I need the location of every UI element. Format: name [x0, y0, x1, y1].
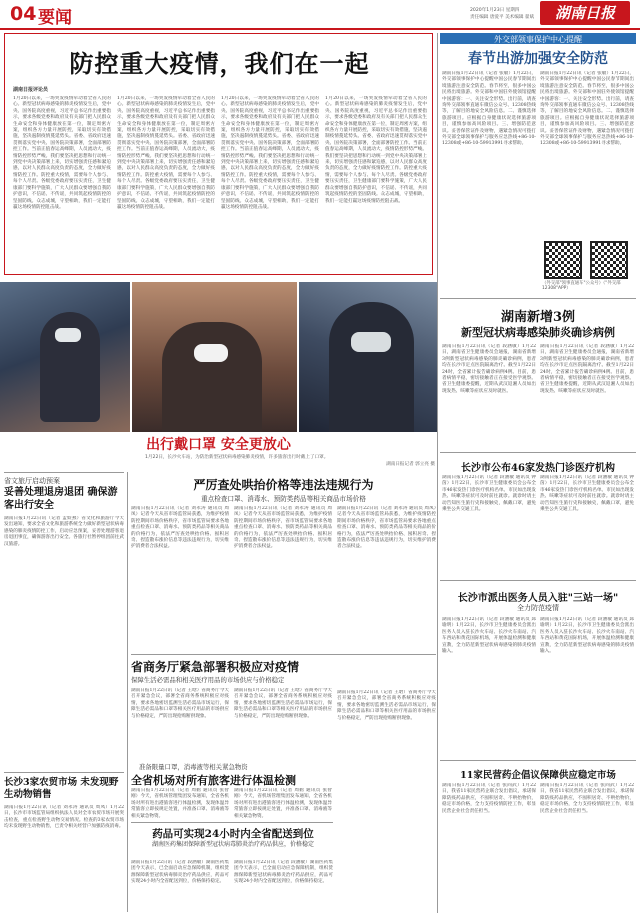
price-body-col-2: 湖南日报1月22日讯（记者 刘永涛 通讯员 周凤）记者今天从省市场监管局获悉，为维护疫情防控期间市场价格秩序，省市场监管局要求各地重点检查口罩、消毒水、预防类药品等相关商品的价格行为，依法严厉查处哄抬价格、囤积居奇、捏造散布涨价信息等违法违规行为，切实维护消费者合法权益。 — [234, 506, 332, 550]
staff-body-col-2: 湖南日报1月22日讯（记者 段涵敏 通讯员 邱瑜明）1月22日，长沙市卫生健康委员会派出医务人员入驻长沙火车站、长沙火车南站、汽车西站和黄花国际机场，开展体温检测和健康宣教，全力防范新型冠状病毒感染的肺炎疫情输入。 — [540, 617, 634, 655]
photo-left — [0, 282, 130, 432]
photo-credit: 湖南日报记者 郭立亮 摄 — [386, 462, 435, 467]
masthead-rule — [0, 28, 640, 30]
lead-body-col-1: 1月20日以来，一场突发疫情牵动着全省人民的心。新型冠状病毒感染的肺炎疫情发生后，党中央、国务院高度重视，习近平总书记作出重要指示，要求各级党委和政府及有关部门把人民群众生命安全和身体健康放在第一位，制定周密方案，组织各方力量开展防控，采取切实有效措施，坚决遏制疫情蔓延势头。省委、省政府迅速贯彻落实党中央、国务院决策部署，全面部署防控工作。当前正值春运高峰期，人员流动大，疫情防控形势严峻。我们要坚决把思想和行动统一到党中央决策部署上来，切实增强责任感和紧迫感，以对人民群众高度负责的态度，全力做好疫情防控工作。防控重大疫情，需要每个人参与、每个人尽责。各级党委政府要压实责任，卫生健康部门要科学施策，广大人民群众要增强自我防护意识，不信谣、不传谣，共同筑起疫情防控的坚固防线。众志成城，守望相助，我们一定能打赢这场疫情防控阻击战。 — [13, 96, 111, 210]
pharma-body-col-1: 湖南日报1月22日讯（记者 张尚武）1月22日，我省11家民营药企联合发出倡议，承诺保障防疫药品供应，不囤积居奇、不哄抬物价，稳定市场价格，全力支持疫情防控工作，彰显民营企业社会责任担当。 — [442, 783, 536, 814]
qr-code-1 — [544, 241, 582, 279]
divider-left-mid — [4, 772, 124, 773]
tourism-headline: 妥善处理退房退团 确保游客出行安全 — [4, 487, 118, 511]
tourism-article — [4, 474, 124, 772]
divider-mid-2 — [131, 822, 333, 823]
section-title: 要闻 — [38, 8, 72, 28]
divider-right-top — [440, 298, 636, 299]
divider-mid-1 — [131, 654, 436, 655]
mid-right-column-text: 湖南日报1月22日讯（记者 王晗）省商务厅今天召开紧急会议，部署全省商务系统积极应对疫情，要求各地密切监测生活必需品市场运行，保障生活必需品和口罩等相关医疗用品的市场供应与价格稳定，严防出现抢购断供现象。 — [337, 690, 436, 721]
medical-staff-article — [440, 583, 636, 759]
traveler-figure — [162, 322, 262, 432]
price-body-col-1: 湖南日报1月22日讯（记者 刘永涛 通讯员 周凤）记者今天从省市场监管局获悉，为维护疫情防控期间市场价格秩序，省市场监管局要求各地重点检查口罩、消毒水、预防类药品等相关商品的价格行为，依法严厉查处哄抬价格、囤积居奇、捏造散布涨价信息等违法违规行为，切实维护消费者合法权益。 — [131, 506, 229, 550]
divider-fever — [440, 580, 636, 581]
date-line: 2020年1月23日 星期四 — [470, 8, 520, 13]
fever-clinics-article — [440, 455, 636, 580]
divider-left-top — [4, 472, 124, 473]
price-body-col-3: 湖南日报1月22日讯（记者 刘永涛 通讯员 周凤）记者今天从省市场监管局获悉，为维护疫情防控期间市场价格秩序，省市场监管局要求各地重点检查口罩、消毒水、预防类药品等相关商品的价格行为，依法严厉查处哄抬价格、囤积居奇、捏造散布涨价信息等违法违规行为，切实维护消费者合法权益。 — [337, 506, 436, 550]
price-headline: 严厉查处哄抬价格等违法违规行为 — [193, 478, 374, 492]
fever-headline: 长沙市公布46家发热门诊医疗机构 — [461, 463, 615, 474]
tourism-body: 湖南日报1月22日讯（记者 孟姣燕）省文化和旅游厅今天发出通知，要求全省文化和旅游系统全力做好新型冠状病毒感染的肺炎疫情防控工作，启动应急预案，妥善处理游客退房退团事宜，确保游客出行安全。各旅行社暂停组团前往武汉旅游。 — [4, 516, 124, 547]
pharma-headline: 11家民营药企倡议保障供应稳定市场 — [460, 770, 616, 781]
airport-label: 准备限量口罩，消毒液等相关紧急物资 — [139, 763, 248, 771]
staff-subhead: 全力防范疫情 — [517, 604, 559, 612]
market-article — [4, 775, 124, 913]
travel-headline: 春节出游加强安全防范 — [468, 51, 608, 67]
photo-center — [132, 282, 297, 432]
fever-body-col-2: 湖南日报1月22日讯（记者 段涵敏 通讯员 钟茵）1月22日，长沙市卫生健康委员会公布全市46家发热门诊医疗机构名单。市民如出现发热、咳嗽等症状可及时前往就诊。就诊时请主动告知医生旅行史和接触史，佩戴口罩，避免乘坐公共交通工具。 — [540, 475, 634, 513]
divider-staff — [440, 760, 636, 761]
new-cases-body-col-1: 湖南日报1月22日讯（记者 段涵敏）1月22日，湖南省卫生健康委员会通报，湖南省新增3例新型冠状病毒感染的肺炎确诊病例，患者均在长沙市定点医院隔离治疗。截至1月22日24时，全省累计报告确诊病例4例。目前，患者病情平稳，密切接触者正在接受医学观察。省卫生健康委提醒，近期从武汉返湘人员如出现发热、咳嗽等症状应及时就医。 — [442, 344, 536, 394]
lead-byline: 湖南日报评论员 — [13, 87, 49, 93]
masthead — [0, 0, 640, 26]
drug-headline: 药品可实现24小时内全省配送到位 — [152, 828, 314, 840]
market-body: 湖南日报1月22日讯（记者 刘永涛 通讯员 周凤）1月22日，长沙市市场监管局组织执法人员对全市农贸市场开展突击检查，重点检查野生动物交易情况。检查的3家农贸市场均未发现野生动物销售，已责令相关经营户加强防疫消毒。 — [4, 805, 124, 830]
staff-headline: 长沙市派出医务人员入驻"三站一场" — [457, 593, 619, 604]
photo-right — [299, 282, 437, 432]
tourism-label: 省文旅厅启动预案 — [4, 477, 60, 485]
commerce-body-col-2: 湖南日报1月22日讯（记者 王晗）省商务厅今天召开紧急会议，部署全省商务系统积极应对疫情，要求各地密切监测生活必需品市场运行，保障生活必需品和口罩等相关医疗用品的市场供应与价格稳定，严防出现抢购断供现象。 — [234, 688, 332, 719]
drug-body-col-1: 湖南日报1月22日讯（记者 段涵敏）湖南医药集团今天表示，已全面启动应急保障机制，组织货源保障新型冠状病毒肺炎治疗药品供应，药品可实现24小时内全省配送到位，价格保持稳定。 — [131, 860, 229, 885]
lead-article-box — [4, 33, 433, 275]
market-headline: 长沙3家农贸市场 未发现野生动物销售 — [4, 777, 119, 800]
price-article — [131, 474, 436, 654]
pharma-body-col-2: 湖南日报1月22日讯（记者 张尚武）1月22日，我省11家民营药企联合发出倡议，承诺保障防疫药品供应，不囤积居奇、不哄抬物价，稳定市场价格，全力支持疫情防控工作，彰显民营企业社会责任担当。 — [540, 783, 634, 814]
lead-body-col-3: 1月20日以来，一场突发疫情牵动着全省人民的心。新型冠状病毒感染的肺炎疫情发生后，党中央、国务院高度重视，习近平总书记作出重要指示，要求各级党委和政府及有关部门把人民群众生命安全和身体健康放在第一位，制定周密方案，组织各方力量开展防控，采取切实有效措施，坚决遏制疫情蔓延势头。省委、省政府迅速贯彻落实党中央、国务院决策部署，全面部署防控工作。当前正值春运高峰期，人员流动大，疫情防控形势严峻。我们要坚决把思想和行动统一到党中央决策部署上来，切实增强责任感和紧迫感，以对人民群众高度负责的态度，全力做好疫情防控工作。防控重大疫情，需要每个人参与、每个人尽责。各级党委政府要压实责任，卫生健康部门要科学施策，广大人民群众要增强自我防护意识，不信谣、不传谣，共同筑起疫情防控的坚固防线。众志成城，守望相助，我们一定能打赢这场疫情防控阻击战。 — [221, 96, 319, 210]
paper-logo-text: 湖南日报 — [554, 4, 615, 22]
column-separator-right — [437, 33, 438, 913]
person-figure — [329, 302, 414, 432]
new-cases-body-col-2: 湖南日报1月22日讯（记者 段涵敏）1月22日，湖南省卫生健康委员会通报，湖南省新增3例新型冠状病毒感染的肺炎确诊病例，患者均在长沙市定点医院隔离治疗。截至1月22日24时，全省累计报告确诊病例4例。目前，患者病情平稳，密切接触者正在接受医学观察。省卫生健康委提醒，近期从武汉返湘人员如出现发热、咳嗽等症状应及时就医。 — [540, 344, 634, 394]
photo-caption-bar — [0, 432, 437, 470]
travel-body-col-1: 湖南日报1月22日讯（记者 张敏）1月22日，外交部领事保护中心提醒中国公民春节期间出境旅游注意安全防范。春节将至，很多中国公民将出境旅游。外交部和中国驻外使领馆提醒中国游客：一、关注安全形势。出行前，请查询外交部领事直通车微信公众号、12308热线等，了解目的地安全风险信息。二、谨慎选择旅游项目。应根据自身健康状况选择旅游项目，谨慎参加高风险项目。三、增强防范意识。妥善保管证件及财物，遇紧急情况可拨打外交部全球领事保护与服务应急热线+86-10-12308或+86-10-59913991寻求帮助。 — [442, 71, 536, 147]
price-subhead: 重点检查口罩、消毒水、预防类药品等相关商品市场价格 — [201, 495, 366, 503]
drug-delivery-article — [131, 824, 335, 914]
person-mask-icon — [351, 332, 391, 352]
traveler-mask-icon — [194, 344, 228, 362]
lead-headline: 防控重大疫情，我们在一起 — [69, 49, 370, 78]
pharma-article — [440, 763, 636, 913]
column-separator — [127, 472, 128, 912]
commerce-headline: 省商务厅紧急部署积极应对疫情 — [131, 660, 300, 674]
mask-icon — [55, 328, 81, 342]
travel-safety-article — [440, 33, 636, 295]
drug-body-col-2: 湖南日报1月22日讯（记者 段涵敏）湖南医药集团今天表示，已全面启动应急保障机制，组织货源保障新型冠状病毒肺炎治疗药品供应，药品可实现24小时内全省配送到位，价格保持稳定。 — [234, 860, 333, 885]
new-cases-article — [440, 302, 636, 452]
airport-body-col-1: 湖南日报1月22日讯（记者 周鹤 通讯员 张智刚）今天，省机场管理集团发布通知，全省各机场对所有进出港旅客进行体温检测，发现体温异常旅客立即按规定处置，并准备口罩、消毒液等相关紧急物资。 — [131, 788, 229, 819]
drug-subhead: 湖南医药集团保障新型冠状病毒肺炎治疗药品供应，价格稳定 — [151, 841, 314, 848]
commerce-body-col-1: 湖南日报1月22日讯（记者 王晗）省商务厅今天召开紧急会议，部署全省商务系统积极应对疫情，要求各地密切监测生活必需品市场运行，保障生活必需品和口罩等相关医疗用品的市场供应与价格稳定，严防出现抢购断供现象。 — [131, 688, 229, 719]
airport-body-col-2: 湖南日报1月22日讯（记者 周鹤 通讯员 张智刚）今天，省机场管理集团发布通知，全省各机场对所有进出港旅客进行体温检测，发现体温异常旅客立即按规定处置，并准备口罩、消毒液等相关紧急物资。 — [234, 788, 332, 819]
photo-big-text: 出行戴口罩 安全更放心 — [146, 437, 291, 453]
staff-body-col-1: 湖南日报1月22日讯（记者 段涵敏 通讯员 邱瑜明）1月22日，长沙市卫生健康委员会派出医务人员入驻长沙火车站、长沙火车南站、汽车西站和黄花国际机场，开展体温检测和健康宣教，全力防范新型冠状病毒感染的肺炎疫情输入。 — [442, 617, 536, 655]
fever-body-col-1: 湖南日报1月22日讯（记者 段涵敏 通讯员 钟茵）1月22日，长沙市卫生健康委员会公布全市46家发热门诊医疗机构名单。市民如出现发热、咳嗽等症状可及时前往就诊。就诊时请主动告知医生旅行史和接触史，佩戴口罩，避免乘坐公共交通工具。 — [442, 475, 536, 513]
new-cases-headline-2: 新型冠状病毒感染肺炎确诊病例 — [461, 326, 615, 339]
travel-body-col-2: 湖南日报1月22日讯（记者 张敏）1月22日，外交部领事保护中心提醒中国公民春节期间出境旅游注意安全防范。春节将至，很多中国公民将出境旅游。外交部和中国驻外使领馆提醒中国游客：一、关注安全形势。出行前，请查询外交部领事直通车微信公众号、12308热线等，了解目的地安全风险信息。二、谨慎选择旅游项目。应根据自身健康状况选择旅游项目，谨慎参加高风险项目。三、增强防范意识。妥善保管证件及财物，遇紧急情况可拨打外交部全球领事保护与服务应急热线+86-10-12308或+86-10-59913991寻求帮助。 — [540, 71, 634, 147]
photo-caption: 1月22日，长沙火车站，为防治新型冠状病毒感染肺炎疫情，许多旅客出行时戴上了口罩。 — [145, 455, 329, 460]
editor-line: 责任编辑 唐爱平 美术编辑 翟斌 — [470, 15, 535, 20]
lead-body-col-2: 1月20日以来，一场突发疫情牵动着全省人民的心。新型冠状病毒感染的肺炎疫情发生后，党中央、国务院高度重视，习近平总书记作出重要指示，要求各级党委和政府及有关部门把人民群众生命安全和身体健康放在第一位，制定周密方案，组织各方力量开展防控，采取切实有效措施，坚决遏制疫情蔓延势头。省委、省政府迅速贯彻落实党中央、国务院决策部署，全面部署防控工作。当前正值春运高峰期，人员流动大，疫情防控形势严峻。我们要坚决把思想和行动统一到党中央决策部署上来，切实增强责任感和紧迫感，以对人民群众高度负责的态度，全力做好疫情防控工作。防控重大疫情，需要每个人参与、每个人尽责。各级党委政府要压实责任，卫生健康部门要科学施策，广大人民群众要增强自我防护意识，不信谣、不传谣，共同筑起疫情防控的坚固防线。众志成城，守望相助，我们一定能打赢这场疫情防控阻击战。 — [117, 96, 215, 210]
paper-logo — [540, 1, 630, 25]
travel-label: 外交部领事保护中心提醒 — [494, 35, 582, 44]
airport-headline: 全省机场对所有旅客进行体温检测 — [131, 774, 296, 787]
qr-code-2 — [590, 241, 628, 279]
page-number: 04 — [10, 3, 37, 25]
lead-body-col-4: 1月20日以来，一场突发疫情牵动着全省人民的心。新型冠状病毒感染的肺炎疫情发生后，党中央、国务院高度重视，习近平总书记作出重要指示，要求各级党委和政府及有关部门把人民群众生命安全和身体健康放在第一位，制定周密方案，组织各方力量开展防控，采取切实有效措施，坚决遏制疫情蔓延势头。省委、省政府迅速贯彻落实党中央、国务院决策部署，全面部署防控工作。当前正值春运高峰期，人员流动大，疫情防控形势严峻。我们要坚决把思想和行动统一到党中央决策部署上来，切实增强责任感和紧迫感，以对人民群众高度负责的态度，全力做好疫情防控工作。防控重大疫情，需要每个人参与、每个人尽责。各级党委政府要压实责任，卫生健康部门要科学施策，广大人民群众要增强自我防护意识，不信谣、不传谣，共同筑起疫情防控的坚固防线。众志成城，守望相助，我们一定能打赢这场疫情防控阻击战。 — [325, 96, 427, 204]
new-cases-headline-1: 湖南新增3例 — [500, 310, 576, 325]
qr-caption: （外交部"领事直通车"公众号）（"外交部12308"APP） — [542, 281, 621, 292]
divider-new-cases — [440, 452, 636, 453]
commerce-subhead: 保障生活必需品和相关医疗用品的市场供应与价格稳定 — [131, 676, 285, 684]
